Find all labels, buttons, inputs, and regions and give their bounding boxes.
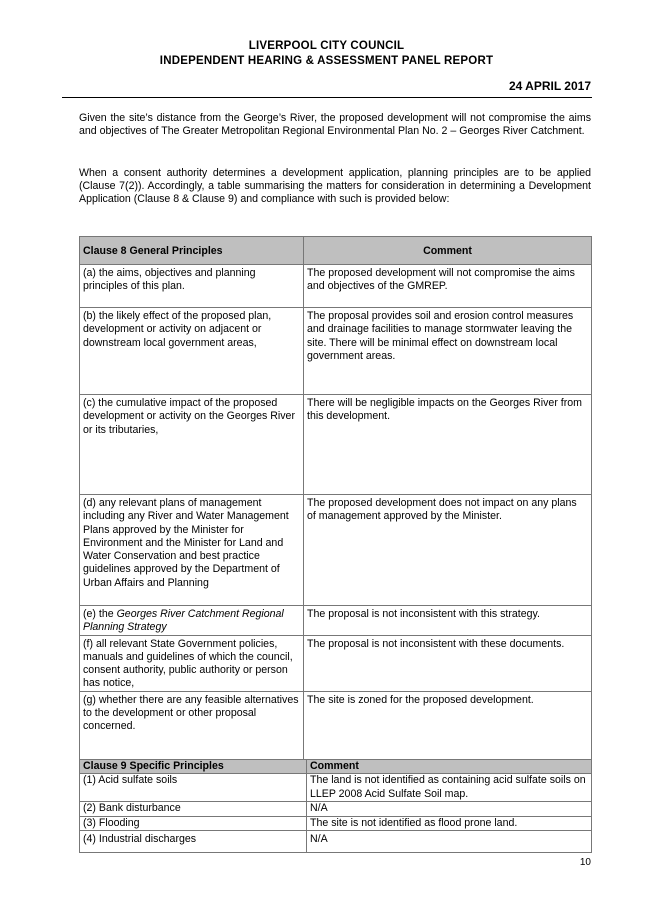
principle-cell: (1) Acid sulfate soils xyxy=(80,774,307,802)
table-row xyxy=(80,802,592,816)
clause9-header-row xyxy=(80,760,592,774)
table-row xyxy=(80,265,592,308)
clause8-table xyxy=(79,236,592,762)
principle-strategy-title: Georges River Catchment Regional Planning Strategy xyxy=(83,608,284,634)
principle-cell: (4) Industrial discharges xyxy=(80,830,307,852)
principle-cell: (3) Flooding xyxy=(80,816,307,830)
comment-cell: The proposal is not inconsistent with these documents. xyxy=(304,635,592,691)
clause8-header-principle: Clause 8 General Principles xyxy=(80,237,304,265)
header-org: LIVERPOOL CITY COUNCIL xyxy=(248,40,405,52)
table-row xyxy=(80,308,592,395)
comment-cell: N/A xyxy=(307,802,592,816)
clause8-header-comment: Comment xyxy=(304,237,592,265)
comment-cell: The proposed development will not compromise the aims and objectives of the GMREP. xyxy=(304,265,592,308)
header-rule xyxy=(62,97,592,98)
comment-cell: N/A xyxy=(307,830,592,852)
header-report-title: INDEPENDENT HEARING & ASSESSMENT PANEL REPORT xyxy=(159,55,494,67)
table-row xyxy=(80,606,592,636)
clause9-header-comment: Comment xyxy=(307,760,592,774)
table-row xyxy=(80,495,592,606)
principle-cell: (d) any relevant plans of management including any River and Water Management Plans approved by the Minister for Environment and the Minister for Land and Water Conservation and best practice guidelines approved by the Department of Urban Affairs and Planning xyxy=(80,495,304,606)
comment-cell: The site is zoned for the proposed development. xyxy=(304,691,592,761)
clause9-table xyxy=(79,759,592,853)
principle-cell: (2) Bank disturbance xyxy=(80,802,307,816)
header-date: 24 APRIL 2017 xyxy=(508,79,591,93)
principle-prefix: (e) the xyxy=(83,608,117,620)
principle-cell xyxy=(80,606,304,636)
table-row xyxy=(80,691,592,761)
page-number: 10 xyxy=(579,857,591,868)
clause9-header-principle: Clause 9 Specific Principles xyxy=(80,760,307,774)
principle-cell: (g) whether there are any feasible alternatives to the development or other proposal concerned. xyxy=(80,691,304,761)
comment-cell: The land is not identified as containing acid sulfate soils on LLEP 2008 Acid Sulfate Soil map. xyxy=(307,774,592,802)
principle-cell: (c) the cumulative impact of the proposed development or activity on the Georges River or its tributaries, xyxy=(80,395,304,495)
comment-cell: The site is not identified as flood prone land. xyxy=(307,816,592,830)
comment-cell: The proposal provides soil and erosion control measures and drainage facilities to manage stormwater leaving the site. There will be minimal effect on downstream local government areas. xyxy=(304,308,592,395)
comment-cell: The proposed development does not impact on any plans of management approved by the Minister. xyxy=(304,495,592,606)
comment-cell: The proposal is not inconsistent with this strategy. xyxy=(304,606,592,636)
table-row xyxy=(80,635,592,691)
principle-cell: (a) the aims, objectives and planning principles of this plan. xyxy=(80,265,304,308)
clause8-header-row xyxy=(80,237,592,265)
principle-cell: (f) all relevant State Government policies, manuals and guidelines of which the council, consent authority, public authority or person has notice, xyxy=(80,635,304,691)
table-row xyxy=(80,816,592,830)
principle-cell: (b) the likely effect of the proposed plan, development or activity on adjacent or downstream local government areas, xyxy=(80,308,304,395)
paragraph-principles: When a consent authority determines a development application, planning principles are to be applied (Clause 7(2)). Accordingly, a table summarising the matters for consideration in determining a Development Application (Clause 8 & Clause 9) and compliance with such is provided below: xyxy=(79,167,591,206)
table-row xyxy=(80,830,592,852)
table-row xyxy=(80,774,592,802)
paragraph-intro: Given the site’s distance from the George’s River, the proposed development will not compromise the aims and objectives of The Greater Metropolitan Regional Environmental Plan No. 2 – Georges River Catchment. xyxy=(79,112,591,138)
table-row xyxy=(80,395,592,495)
comment-cell: There will be negligible impacts on the Georges River from this development. xyxy=(304,395,592,495)
